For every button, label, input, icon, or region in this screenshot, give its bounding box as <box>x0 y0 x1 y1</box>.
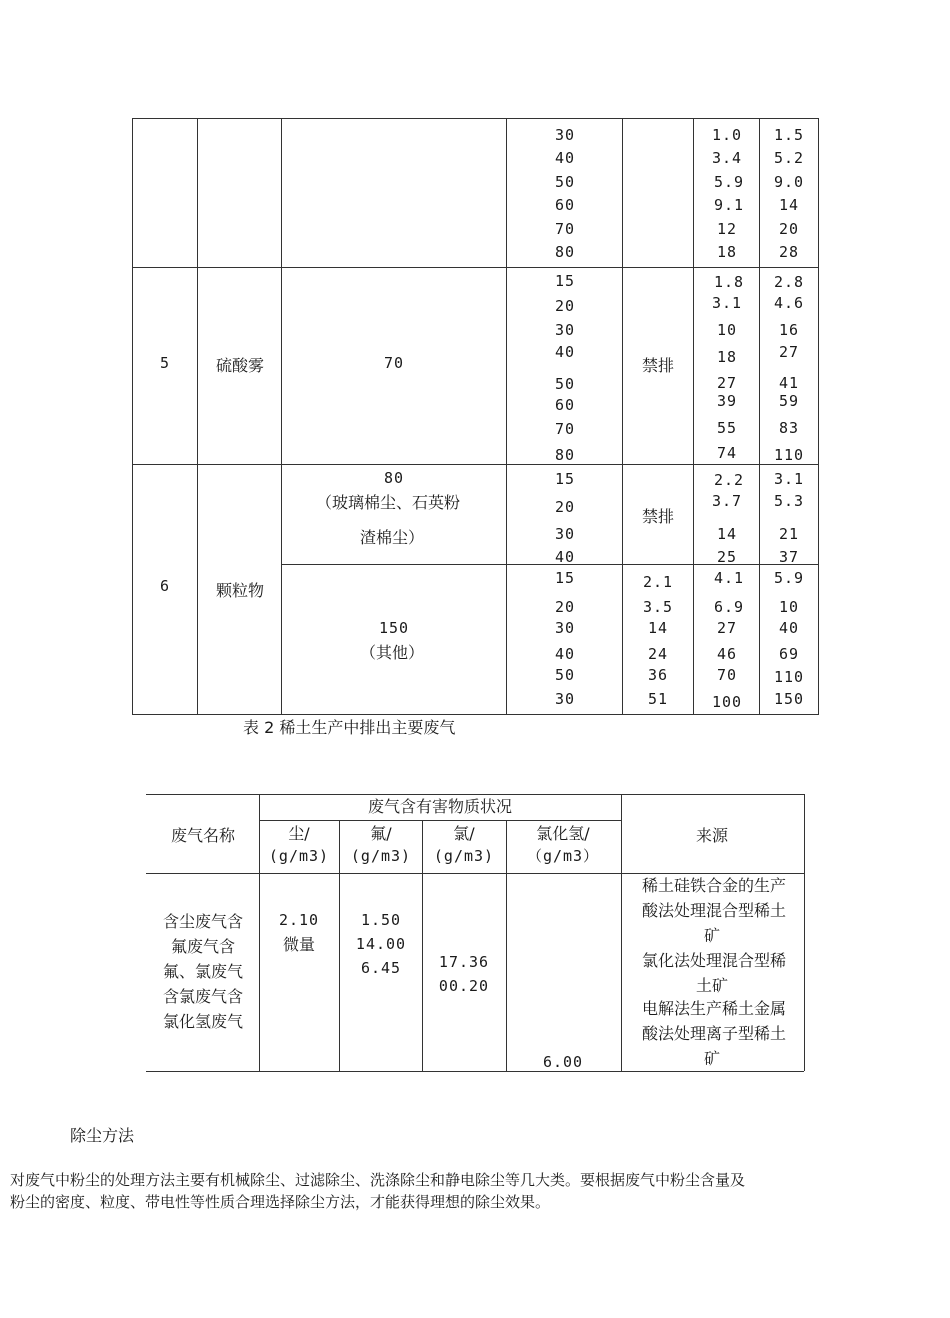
dust-value: 微量 <box>282 935 316 954</box>
header-chlorine-unit: (g/m3) <box>433 847 495 865</box>
chlorine-value: 00.20 <box>438 977 490 995</box>
level3-value: 3.1 <box>773 470 805 488</box>
level2-value: 2.2 <box>713 471 745 489</box>
level3-value: 27 <box>778 343 800 361</box>
level3-value: 9.0 <box>773 173 805 191</box>
level3-value: 5.3 <box>773 492 805 510</box>
section-paragraph <box>10 1169 945 1213</box>
level2-value: 4.1 <box>713 569 745 587</box>
header-chlorine: 氯/ <box>453 824 475 843</box>
level2-value: 18 <box>716 243 738 261</box>
rate-value: 15 <box>554 569 576 587</box>
level1-value: 2.1 <box>642 573 674 591</box>
source-line: 土矿 <box>695 976 729 995</box>
pollutant-name: 硫酸雾 <box>215 356 265 375</box>
level1-value: 51 <box>647 690 669 708</box>
rate-value: 30 <box>554 619 576 637</box>
level3-value: 41 <box>778 374 800 392</box>
level3-value: 83 <box>778 419 800 437</box>
level2-value: 14 <box>716 525 738 543</box>
source-line: 酸法处理离子型稀土 <box>641 1024 787 1043</box>
level2-value: 3.1 <box>711 294 743 312</box>
gas-name-line: 氟废气含 <box>170 937 236 956</box>
level3-value: 1.5 <box>773 126 805 144</box>
level3-value: 40 <box>778 619 800 637</box>
header-source: 来源 <box>695 826 729 845</box>
concentration-limit-note: （其他） <box>359 643 425 662</box>
level2-value: 10 <box>716 321 738 339</box>
pollutant-name: 颗粒物 <box>215 581 265 600</box>
level1-value: 14 <box>647 619 669 637</box>
source-line: 矿 <box>703 1049 721 1068</box>
level3-value: 69 <box>778 645 800 663</box>
rate-value: 70 <box>554 420 576 438</box>
rate-value: 50 <box>554 666 576 684</box>
level3-value: 110 <box>773 668 805 686</box>
rate-value: 70 <box>554 220 576 238</box>
rate-value: 30 <box>554 321 576 339</box>
rate-value: 30 <box>554 690 576 708</box>
gas-name-line: 含氯废气含 <box>162 987 244 1006</box>
level2-value: 18 <box>716 348 738 366</box>
level2-value: 27 <box>716 619 738 637</box>
header-gas-name: 废气名称 <box>170 826 236 845</box>
source-line: 氯化法处理混合型稀 <box>641 951 787 970</box>
fluorine-value: 6.45 <box>360 959 402 977</box>
level3-value: 37 <box>778 548 800 566</box>
rate-value: 80 <box>554 446 576 464</box>
concentration-limit: 150 <box>378 619 410 637</box>
fluorine-value: 14.00 <box>355 935 407 953</box>
level3-value: 5.9 <box>773 569 805 587</box>
paragraph-line: 粉尘的密度、粒度、带电性等性质合理选择除尘方法，才能获得理想的除尘效果。 <box>10 1193 551 1211</box>
gas-name-line: 氯化氢废气 <box>162 1012 244 1031</box>
paragraph-line: 对废气中粉尘的处理方法主要有机械除尘、过滤除尘、洗涤除尘和静电除尘等几大类。要根据废气中粉尘含量及 <box>10 1171 746 1189</box>
level3-value: 150 <box>773 690 805 708</box>
level3-value: 4.6 <box>773 294 805 312</box>
level2-value: 46 <box>716 645 738 663</box>
level2-value: 70 <box>716 666 738 684</box>
header-hcl-unit: （g/m3） <box>526 847 600 865</box>
level2-value: 3.4 <box>711 149 743 167</box>
level3-value: 14 <box>778 196 800 214</box>
level2-value: 25 <box>716 548 738 566</box>
rate-value: 40 <box>554 343 576 361</box>
rate-value: 30 <box>554 525 576 543</box>
level1-value: 禁排 <box>641 507 675 526</box>
level1-value: 36 <box>647 666 669 684</box>
level2-value: 9.1 <box>713 196 745 214</box>
level3-value: 5.2 <box>773 149 805 167</box>
rate-value: 15 <box>554 272 576 290</box>
section-heading: 除尘方法 <box>70 1126 135 1145</box>
fluorine-value: 1.50 <box>360 911 402 929</box>
level3-value: 2.8 <box>773 273 805 291</box>
rate-value: 40 <box>554 149 576 167</box>
header-dust: 尘/ <box>288 824 310 843</box>
level3-value: 59 <box>778 392 800 410</box>
source-line: 电解法生产稀土金属 <box>641 999 787 1018</box>
level1-value: 24 <box>647 645 669 663</box>
rate-value: 40 <box>554 645 576 663</box>
level2-value: 100 <box>711 693 743 711</box>
rate-value: 50 <box>554 173 576 191</box>
rate-value: 40 <box>554 548 576 566</box>
rate-value: 80 <box>554 243 576 261</box>
table-caption: 表 2 稀土生产中排出主要废气 <box>243 718 456 737</box>
level2-value: 6.9 <box>713 598 745 616</box>
level3-value: 28 <box>778 243 800 261</box>
level2-value: 74 <box>716 444 738 462</box>
concentration-limit: 80 <box>383 469 405 487</box>
rate-value: 20 <box>554 297 576 315</box>
level1-value: 禁排 <box>641 356 675 375</box>
concentration-limit-note: （玻璃棉尘、石英粉 <box>315 493 461 512</box>
header-hcl: 氯化氢/ <box>536 824 590 843</box>
rate-value: 20 <box>554 498 576 516</box>
row-number: 5 <box>159 354 171 372</box>
row-number: 6 <box>159 577 171 595</box>
level2-value: 5.9 <box>713 173 745 191</box>
level2-value: 1.8 <box>713 273 745 291</box>
level3-value: 16 <box>778 321 800 339</box>
header-fluorine-unit: (g/m3) <box>350 847 412 865</box>
level3-value: 10 <box>778 598 800 616</box>
level3-value: 110 <box>773 446 805 464</box>
level2-value: 27 <box>716 374 738 392</box>
level3-value: 21 <box>778 525 800 543</box>
level1-value: 3.5 <box>642 598 674 616</box>
concentration-limit-note: 渣棉尘） <box>359 528 425 547</box>
rate-value: 30 <box>554 126 576 144</box>
hcl-value: 6.00 <box>542 1053 584 1071</box>
header-fluorine: 氟/ <box>370 824 392 843</box>
chlorine-value: 17.36 <box>438 953 490 971</box>
rate-value: 15 <box>554 470 576 488</box>
level2-value: 1.0 <box>711 126 743 144</box>
rate-value: 20 <box>554 598 576 616</box>
dust-value: 2.10 <box>278 911 320 929</box>
concentration-limit: 70 <box>383 354 405 372</box>
level2-value: 12 <box>716 220 738 238</box>
header-dust-unit: (g/m3) <box>268 847 330 865</box>
level2-value: 39 <box>716 392 738 410</box>
level2-value: 55 <box>716 419 738 437</box>
rate-value: 50 <box>554 375 576 393</box>
source-line: 酸法处理混合型稀土 <box>641 901 787 920</box>
source-line: 稀土硅铁合金的生产 <box>641 876 787 895</box>
gas-name-line: 氟、氯废气 <box>162 962 244 981</box>
rate-value: 60 <box>554 396 576 414</box>
level3-value: 20 <box>778 220 800 238</box>
level2-value: 3.7 <box>711 492 743 510</box>
source-line: 矿 <box>703 926 721 945</box>
rate-value: 60 <box>554 196 576 214</box>
header-harmful-substances: 废气含有害物质状况 <box>367 797 513 816</box>
gas-name-line: 含尘废气含 <box>162 912 244 931</box>
